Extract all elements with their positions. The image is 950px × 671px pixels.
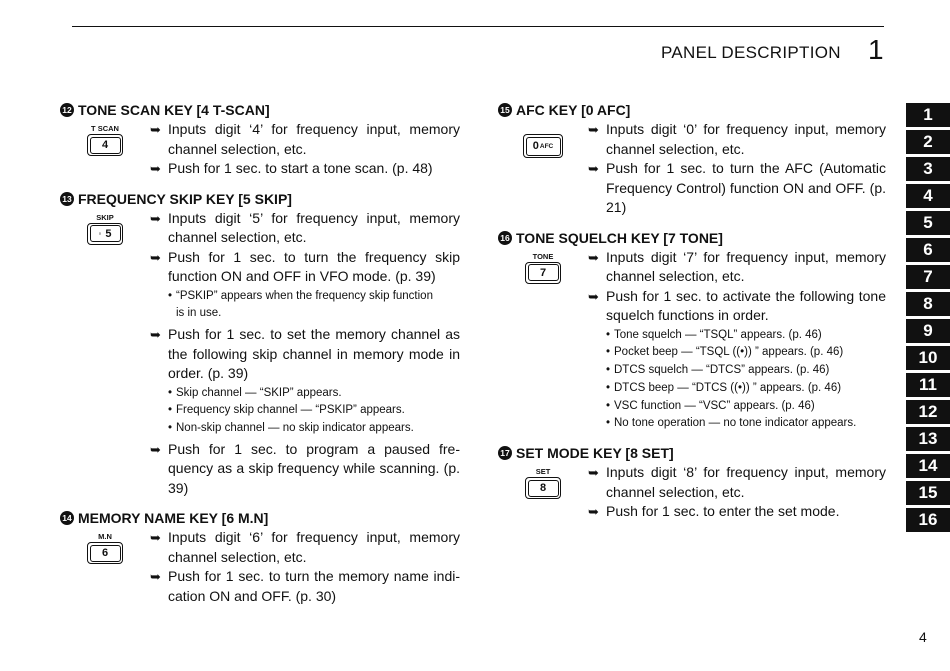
key-button-icon	[525, 477, 561, 499]
instruction-text: Push for 1 sec. to start a tone scan. (p. 48)	[168, 160, 433, 176]
sub-bullet-icon: •	[168, 404, 173, 417]
arrow-bullet-icon: ➥	[588, 288, 599, 304]
sub-item-text: No tone operation — no tone indicator appears.	[614, 417, 857, 430]
sub-item	[168, 288, 460, 324]
page-title: PANEL DESCRIPTION	[661, 43, 841, 62]
chapter-tab-10[interactable]: 10	[906, 346, 950, 370]
key-illustration	[86, 532, 124, 564]
section-number-badge: 13	[60, 192, 74, 206]
sub-bullet-icon: •	[168, 289, 173, 302]
instruction-item	[588, 159, 886, 218]
section-number-badge: 16	[498, 231, 512, 245]
section-number-badge: 15	[498, 103, 512, 117]
section-title: MEMORY NAME KEY [6 M.N]	[78, 510, 269, 527]
key-digit: 8	[539, 482, 547, 495]
arrow-bullet-icon: ➥	[150, 249, 161, 265]
instruction-item	[150, 440, 460, 499]
section-heading	[60, 100, 460, 120]
sub-item-text: Pocket beep — “TSQL ((•)) ” appears. (p. 46)	[614, 346, 844, 359]
sub-list	[588, 327, 886, 434]
header-rule	[72, 26, 884, 27]
instruction-text: Inputs digit ‘6’ for frequency input, memory channel selection, etc.	[168, 529, 460, 565]
sub-item	[168, 402, 460, 420]
chapter-tab-11[interactable]: 11	[906, 373, 950, 397]
section-title: SET MODE KEY [8 SET]	[516, 445, 674, 462]
instruction-item	[150, 120, 460, 159]
key-illustration	[86, 124, 124, 156]
key-button-icon	[87, 223, 123, 245]
chapter-tabs	[906, 103, 950, 535]
key-button-face	[526, 137, 561, 156]
section-body	[60, 528, 460, 606]
sub-item	[168, 420, 460, 438]
key-section	[60, 508, 460, 606]
chapter-tab-12[interactable]: 12	[906, 400, 950, 424]
chapter-tab-4[interactable]: 4	[906, 184, 950, 208]
chapter-tab-1[interactable]: 1	[906, 103, 950, 127]
key-button-face	[90, 137, 121, 154]
sub-bullet-icon: •	[606, 381, 611, 394]
instruction-text: Push for 1 sec. to turn the frequency skip function ON and OFF in VFO mode. (p. 39)	[168, 248, 460, 284]
instruction-item	[150, 159, 460, 179]
arrow-bullet-icon: ➥	[588, 504, 599, 520]
left-column	[60, 100, 460, 616]
instruction-item	[588, 120, 886, 159]
key-digit: 4	[101, 139, 109, 151]
key-button-icon	[525, 262, 561, 284]
instruction-text: Inputs digit ‘0’ for frequency input, memory channel selection, etc.	[606, 121, 886, 157]
sub-item	[606, 398, 886, 416]
key-label: TONE	[532, 251, 554, 261]
chapter-number: 1	[868, 34, 884, 65]
sub-item	[168, 385, 460, 403]
instruction-text: Push for 1 sec. to program a paused fre-quency as a skip frequency while scanning. (p. 39)	[168, 440, 460, 496]
key-button-icon	[87, 542, 123, 564]
chapter-tab-14[interactable]: 14	[906, 454, 950, 478]
instruction-item	[150, 325, 460, 384]
sub-list	[150, 385, 460, 438]
page-number: 4	[919, 629, 927, 645]
instruction-item	[150, 248, 460, 287]
sub-item-text: Skip channel — “SKIP” appears.	[176, 386, 342, 399]
section-heading	[60, 189, 460, 209]
instruction-text: Push for 1 sec. to enter the set mode.	[606, 503, 840, 520]
section-heading	[498, 228, 886, 248]
sub-item-text: Frequency skip channel — “PSKIP” appears.	[176, 404, 405, 417]
sub-bullet-icon: •	[168, 386, 173, 399]
instruction-item	[588, 502, 886, 522]
key-illustration	[524, 124, 562, 158]
instruction-text: Inputs digit ‘5’ for frequency input, memory channel selection, etc.	[168, 209, 460, 245]
instruction-text: Push for 1 sec. to turn the memory name indi-cation ON and OFF. (p. 30)	[168, 568, 460, 604]
arrow-bullet-icon: ➥	[150, 122, 161, 137]
arrow-bullet-icon: ➥	[588, 249, 599, 265]
key-section	[60, 100, 460, 179]
sub-item	[606, 380, 886, 398]
sub-item-text: DTCS beep — “DTCS ((•)) ” appears. (p. 46)	[614, 381, 842, 394]
key-label: T SCAN	[91, 124, 119, 133]
section-body	[498, 120, 886, 218]
right-column	[498, 100, 886, 532]
key-section	[60, 189, 460, 499]
section-title: FREQUENCY SKIP KEY [5 SKIP]	[78, 190, 292, 207]
key-button-face	[528, 264, 559, 281]
arrow-bullet-icon: ➥	[150, 161, 161, 176]
chapter-tab-2[interactable]: 2	[906, 130, 950, 154]
chapter-tab-3[interactable]: 3	[906, 157, 950, 181]
instruction-item	[588, 463, 886, 502]
key-button-icon	[87, 134, 123, 156]
key-button-face	[90, 225, 121, 242]
instruction-text: Push for 1 sec. to turn the AFC (Automatic Frequency Control) function ON and OFF. (p. 21)	[606, 160, 886, 215]
sub-bullet-icon: •	[606, 364, 611, 377]
skip-dot-icon: ◦	[98, 229, 102, 238]
section-number-badge: 17	[498, 446, 512, 460]
section-body	[498, 248, 886, 434]
instruction-item	[588, 248, 886, 287]
sub-item-text: Tone squelch — “TSQL” appears. (p. 46)	[614, 328, 822, 341]
sub-item	[606, 344, 886, 362]
instruction-text: Push for 1 sec. to activate the following tone squelch functions in order.	[606, 287, 886, 323]
instruction-text: Inputs digit ‘8’ for frequency input, memory channel selection, etc.	[606, 464, 886, 500]
key-button-face	[528, 480, 559, 497]
instruction-item	[588, 287, 886, 326]
key-label: M.N	[98, 532, 112, 542]
arrow-bullet-icon: ➥	[150, 569, 161, 585]
arrow-bullet-icon: ➥	[150, 441, 161, 457]
sub-item-text: DTCS squelch — “DTCS” appears. (p. 46)	[614, 364, 830, 377]
section-number-badge: 12	[60, 103, 74, 117]
chapter-tab-9[interactable]: 9	[906, 319, 950, 343]
key-section	[498, 100, 886, 218]
key-illustration	[86, 213, 124, 245]
arrow-bullet-icon: ➥	[150, 210, 161, 226]
key-button-face	[90, 545, 121, 562]
chapter-tab-7[interactable]: 7	[906, 265, 950, 289]
section-heading	[60, 508, 460, 528]
chapter-tab-6[interactable]: 6	[906, 238, 950, 262]
section-heading	[498, 443, 886, 463]
sub-item	[606, 327, 886, 345]
instruction-text: Push for 1 sec. to set the memory channel as the following skip channel in memory mode in order. (p. 39)	[168, 326, 460, 382]
key-digit: 0	[532, 140, 539, 152]
sub-bullet-icon: •	[606, 399, 611, 412]
sub-item-text: “PSKIP” appears when the frequency skip function	[176, 289, 433, 302]
key-sub-label: AFC	[539, 142, 554, 150]
key-section	[498, 443, 886, 522]
key-button-icon	[523, 134, 563, 158]
sub-bullet-icon: •	[606, 417, 611, 430]
instruction-item	[150, 209, 460, 248]
section-number-badge: 14	[60, 511, 74, 525]
section-title: AFC KEY [0 AFC]	[516, 102, 631, 118]
key-illustration	[524, 252, 562, 284]
instruction-text: Inputs digit ‘4’ for frequency input, memory channel selection, etc.	[168, 121, 460, 157]
chapter-tab-13[interactable]: 13	[906, 427, 950, 451]
sub-bullet-icon: •	[168, 422, 173, 435]
section-heading	[498, 100, 886, 120]
section-title: TONE SQUELCH KEY [7 TONE]	[516, 229, 723, 246]
key-section	[498, 228, 886, 434]
chapter-tab-8[interactable]: 8	[906, 292, 950, 316]
arrow-bullet-icon: ➥	[588, 465, 599, 481]
section-body	[498, 463, 886, 522]
sub-list	[150, 288, 460, 324]
instruction-text: Inputs digit ‘7’ for frequency input, memory channel selection, etc.	[606, 248, 886, 284]
arrow-bullet-icon: ➥	[588, 122, 599, 137]
arrow-bullet-icon: ➥	[588, 161, 599, 176]
key-illustration	[524, 467, 562, 499]
chapter-tab-16[interactable]: 16	[906, 508, 950, 532]
instruction-item	[150, 567, 460, 606]
sub-item	[606, 362, 886, 380]
key-digit: 5	[105, 227, 112, 240]
key-digit: 6	[101, 547, 109, 560]
sub-item	[606, 415, 886, 433]
chapter-tab-15[interactable]: 15	[906, 481, 950, 505]
arrow-bullet-icon: ➥	[150, 530, 161, 546]
key-label: SKIP	[96, 212, 114, 222]
sub-item-text: Non-skip channel — no skip indicator appears.	[176, 422, 414, 435]
instruction-item	[150, 528, 460, 567]
sub-bullet-icon: •	[606, 328, 611, 341]
key-digit: 7	[539, 266, 547, 279]
section-body	[60, 120, 460, 179]
sub-bullet-icon: •	[606, 346, 611, 359]
arrow-bullet-icon: ➥	[150, 327, 161, 343]
sub-item-continuation: is in use.	[176, 307, 222, 320]
section-body	[60, 209, 460, 499]
sub-item-text: VSC function — “VSC” appears. (p. 46)	[614, 399, 815, 412]
chapter-tab-5[interactable]: 5	[906, 211, 950, 235]
key-label: SET	[535, 467, 551, 477]
section-title: TONE SCAN KEY [4 T-SCAN]	[78, 102, 270, 118]
